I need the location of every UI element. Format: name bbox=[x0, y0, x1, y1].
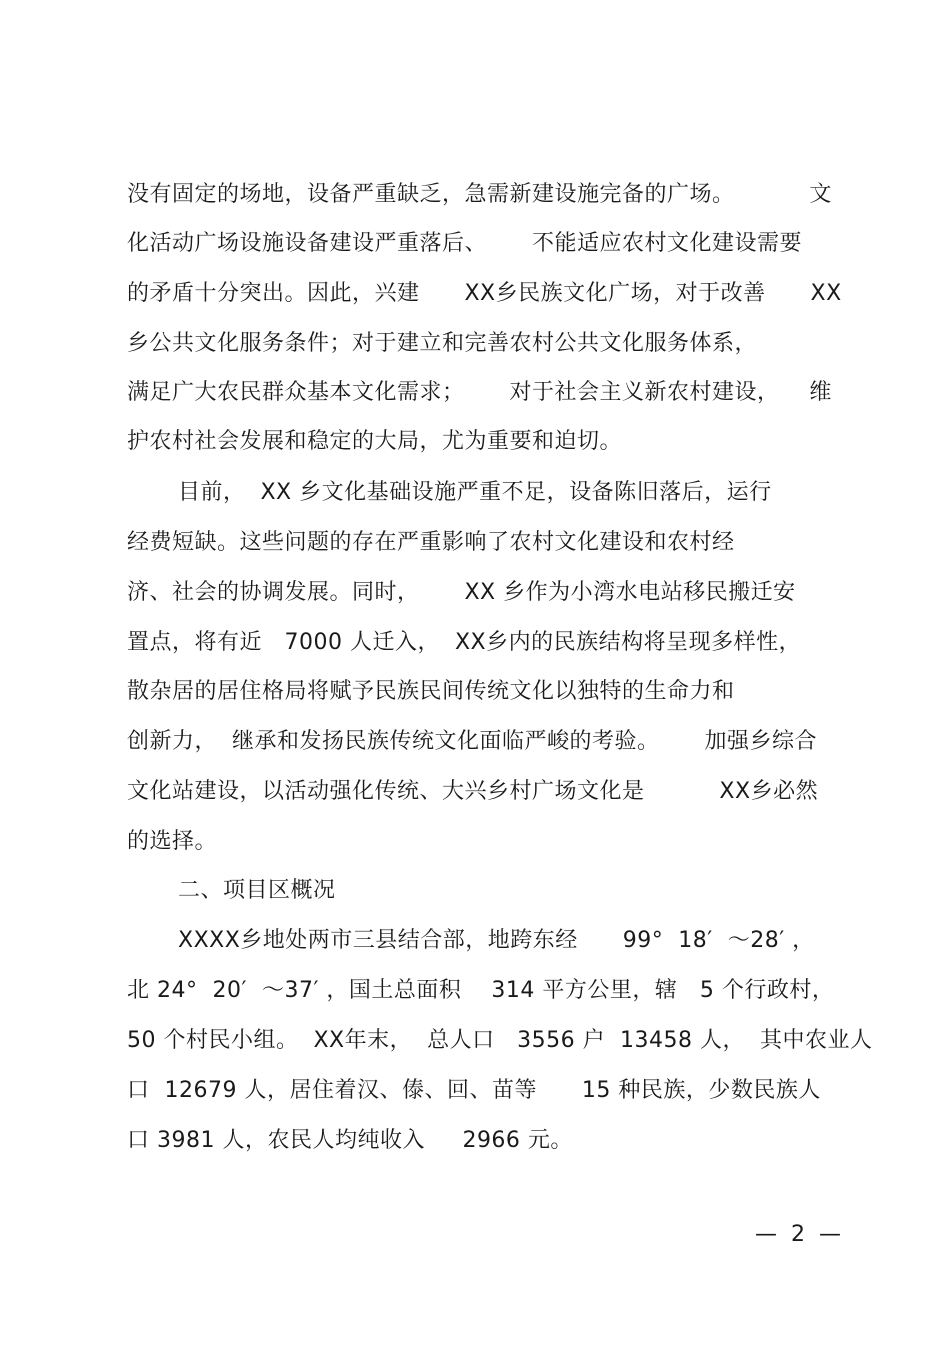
text-line: 护农村社会发展和稳定的大局，尤为重要和迫切。 bbox=[127, 429, 623, 454]
text-line: 化活动广场设施设备建设严重落后、 不能适应农村文化建设需要 bbox=[127, 231, 802, 256]
text-line: 的矛盾十分突出。因此，兴建 XX乡民族文化广场，对于改善 XX bbox=[127, 281, 842, 306]
page-number: — 2 — bbox=[755, 1222, 841, 1247]
text-line: 乡公共文化服务条件；对于建立和完善农村公共文化服务体系， bbox=[127, 331, 758, 356]
paragraph-first-line: XXXX乡地处两市三县结合部，地跨东经 99° 18′ ～28′ ， bbox=[178, 928, 815, 953]
text-line: 没有固定的场地，设备严重缺乏，急需新建设施完备的广场。 文 bbox=[127, 182, 832, 207]
text-line: 50 个村民小组。 XX年末， 总人口 3556 户 13458 人， 其中农业人 bbox=[127, 1028, 873, 1053]
text-line: 经费短缺。这些问题的存在严重影响了农村文化建设和农村经 bbox=[127, 530, 735, 555]
text-line: 济、社会的协调发展。同时， XX 乡作为小湾水电站移民搬迁安 bbox=[127, 580, 796, 605]
text-line: 口 3981 人，农民人均纯收入 2966 元。 bbox=[127, 1128, 573, 1153]
text-line: 创新力， 继承和发扬民族传统文化面临严峻的考验。 加强乡综合 bbox=[127, 729, 817, 754]
text-line: 文化站建设，以活动强化传统、大兴乡村广场文化是 XX乡必然 bbox=[127, 779, 819, 804]
text-line: 置点，将有近 7000 人迁入， XX乡内的民族结构将呈现多样性， bbox=[127, 630, 802, 655]
text-line: 的选择。 bbox=[127, 829, 218, 854]
text-line: 北 24° 20′ ～37′ ，国土总面积 314 平方公里，辖 5 个行政村， bbox=[127, 978, 835, 1003]
text-line: 口 12679 人，居住着汉、傣、回、苗等 15 种民族，少数民族人 bbox=[127, 1078, 821, 1103]
section-heading: 二、项目区概况 bbox=[178, 878, 336, 903]
text-line: 散杂居的居住格局将赋予民族民间传统文化以独特的生命力和 bbox=[127, 679, 735, 704]
paragraph-first-line: 目前， XX 乡文化基础设施严重不足，设备陈旧落后，运行 bbox=[178, 480, 772, 505]
text-line: 满足广大农民群众基本文化需求； 对于社会主义新农村建设， 维 bbox=[127, 380, 832, 405]
